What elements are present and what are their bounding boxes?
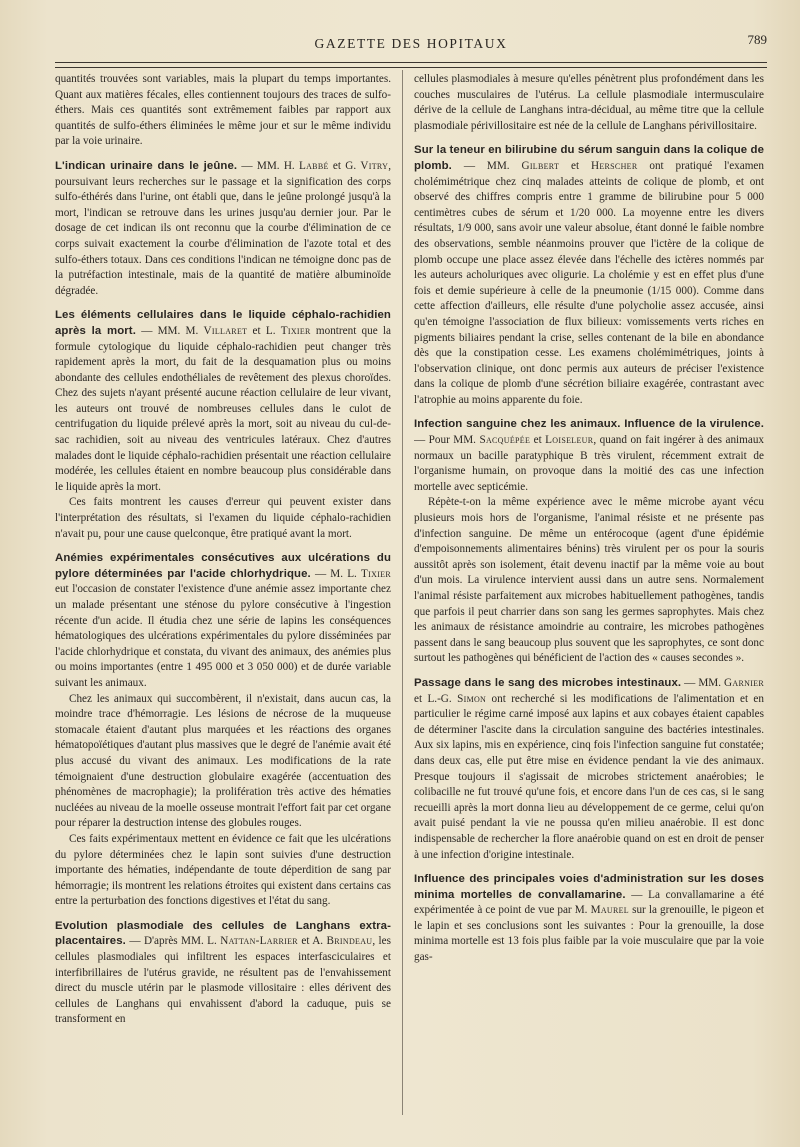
left-column: [55, 72, 391, 1132]
byline-prefix: — MM.: [451, 159, 522, 172]
paragraph: Ces faits expérimentaux mettent en évidence ce fait que les ulcérations du pylore déterminées chez le lapin sont suivies d'une destruction importante des hématies, indépendante de toute déperdition de sang par hémorragie; ils montrent les relations étroites qui existent dans certains cas entre la perturbation des fonctions digestives et l'état du sang.: [55, 832, 391, 908]
byline-prefix: — D'après MM. L.: [125, 935, 221, 948]
author-name: Villaret: [203, 324, 248, 337]
article-text: , les cellules plasmodiales qui infiltrent les espaces interfasciculaires et interfibrillaires de l'utérus gravide, ne résultent pas de l'envahissement direct du muscle utérin par le plasmode villositaire : elles dérivent des cellules de Langhans qui envahissent d'abord la caduque, puis se transforment en: [55, 935, 391, 1026]
author-name: Brindeau: [326, 935, 373, 948]
author-name: Loiseleur: [545, 434, 594, 447]
author-name: Simon: [457, 692, 487, 705]
author-name: Gilbert: [521, 159, 560, 172]
author-name: Tixier: [361, 567, 391, 580]
author-name: Labbé: [298, 159, 329, 172]
article-text: ont pratiqué l'examen cholémimétrique chez cinq malades atteints de colique de plomb, et ont observé des chiffres compris entre 1 gramme de bilirubine pour 5 000 centimètres cubes de sérum et 1/20 000. La moyenne entre les divers résultats, 1/9 000, sans avoir une valeur absolue, étant donné le faible nombre des observations, semble néanmoins prouver que l'ictère de la colique de plomb occupe une place assez élevée dans l'échelle des ictères nommés par les auteurs acholuriques avec oligurie. La cholémie y est en effet plus d'une fois et demie supérieure à celle de la pneumonie (1/15 000). Comme dans cette affection d'ailleurs, elle résulte d'une polycholie assez accusée, ainsi qu'en témoigne l'association de flux bilieux: vomissements verts riches en pigments biliaires pendant la crise, selles contenant de la bile en abondance dès que la constipation cesse. Les examens cholémimétriques, joints à l'observation clinique, ont donc permis aux auteurs de préciser l'existence dans la colique de plomb d'une sécrétion biliaire exagérée, contrastant avec l'atrophie au moins apparente du foie.: [414, 159, 764, 406]
article-text: , quand on fait ingérer à des animaux normaux un bacille paratyphique B très virulent, récemment extrait de l'organisme humain, on provoque dans la moitié des cas une infection mortelle avec septicémie.: [414, 434, 764, 493]
byline-prefix: — M. L.: [310, 567, 362, 580]
author-name: Sacquépée: [479, 434, 531, 447]
byline-prefix: — La convallamarine a été expérimentée à ce point de vue par M.: [414, 888, 764, 917]
article-langhans: [55, 919, 391, 1028]
author-name: Maurel: [590, 904, 629, 917]
author-name: Herscher: [590, 159, 638, 172]
article-text: sur la grenouille, le pigeon et le lapin et ses conclusions sont les suivantes : Pour la grenouille, la dose minima mortelle est 13 fois plus faible par la voie musculaire que par la voie gas-: [414, 904, 764, 964]
byline-prefix: — MM. M.: [135, 324, 204, 337]
article-heading: Passage dans le sang des microbes intestinaux.: [414, 676, 682, 689]
article-text: montrent que la formule cytologique du liquide céphalo-rachidien peut changer très rapidement après la mort, du fait de la desquamation plus ou moins abondante des cellules endothéliales de revêtement des plexus choroïdes. Chez des sujets n'ayant présenté aucune réaction cellulaire de leur vivant, les auteurs ont trouvé de nombreuses cellules dans le culot de centrifugation du liquide prélevé après la mort, soit au niveau du cul-de-sac rachidien, soit au niveau des ventricules latéraux. Chez d'autres malades dont le liquide céphalo-rachidien présentait une réaction cellulaire modérée, les cellules étaient en nombre beaucoup plus considérable dans le liquide après la mort.: [55, 324, 391, 493]
article-heading: Influence des principales voies d'administration sur les doses minima mortelles de convallamarine.: [414, 873, 764, 901]
byline-joiner: et A.: [297, 935, 327, 948]
article-lead: [414, 417, 764, 495]
article-heading: Infection sanguine chez les animaux. Influence de la virulence.: [414, 418, 764, 431]
header-rule: [55, 62, 767, 68]
page-number: 789: [747, 32, 767, 47]
article-anemies: [55, 551, 391, 910]
article-elements-cellulaires: [55, 308, 391, 542]
article-lead: [55, 919, 391, 1028]
article-infection-sanguine: [414, 417, 764, 667]
journal-title: GAZETTE DES HOPITAUX: [314, 36, 508, 51]
article-lead: [55, 159, 391, 299]
paragraph: Chez les animaux qui succombèrent, il n'existait, dans aucun cas, la moindre trace d'hémorragie. Les lésions de nécrose de la muqueuse stomacale étaient d'autant plus marquées et les réactions des organes hématopoïétiques d'autant plus massives que le degré de l'anémie avait été plus accusé du vivant des animaux. Les modifications de la rate témoignaient d'une destruction globulaire exagérée (accentuation des phénomènes de macrophagie); la prolifération très active des hématies nucléées au niveau de la moelle osseuse montrait l'effort fait par cet organe pour réparer la destruction intense des globules rouges.: [55, 692, 391, 830]
paragraph: Répète-t-on la même expérience avec le même microbe ayant vécu plusieurs mois hors de l'organisme, l'animal résiste et ne présente pas d'infection sanguine. De même un entérocoque (agent d'une épidémie d'empoisonnements alimentaires bénins) très virulent per os pour la souris aussitôt après son isolement, était devenu inactif par la même voie au bout d'un mois. La virulence intervient aussi dans un autre sens. Normalement l'animal résiste parfaitement aux microbes habituellement pathogènes, tandis que parfois il peut charrier dans son sang les germes saprophytes. Mais chez les animaux de résistance amoindrie au contraire, les microbes pathogènes passent dans le sang beaucoup plus souvent que les saprophytes, ce sont donc surtout les pathogènes qui bénéficient de l'action des « causes secondes ».: [414, 496, 764, 665]
article-text: ont recherché si les modifications de l'alimentation et en particulier le régime carné imposé aux lapins et aux cobayes étaient capables de déterminer l'ascite dans la circulation sanguine des bactéries intestinales. Aux six lapins, mis en expérience, cinq fois l'infection sanguine fut constatée; dans deux cas, elle put être mise en évidence pendant la vie des animaux. Presque toujours il s'agissait de microbes strictement anaérobies; le colibacille ne fut trouvé qu'une fois, et encore dans l'un de ces cas, si le sang recueilli après la mort donna lieu au développement de ce germe, celui qu'on avait puisé pendant la vie ne poussa qu'en milieu anaérobie. Il est donc indispensable de rechercher la flore anaérobie quand on est en droit de penser à une infection d'origine intestinale.: [414, 692, 764, 861]
article-heading: Sur la teneur en bilirubine du sérum sanguin dans la colique de plomb.: [414, 144, 764, 172]
article-lead: [55, 308, 391, 495]
byline-joiner: et L.-G.: [414, 692, 458, 705]
byline-prefix: — MM.: [681, 676, 725, 689]
article-indican: [55, 159, 391, 299]
byline-prefix: — MM. H.: [237, 159, 299, 172]
article-lead: [414, 676, 764, 863]
article-continuation: [414, 72, 764, 134]
author-name: Nattan-Larrier: [220, 935, 298, 948]
article-lead: [414, 143, 764, 408]
article-heading: L'indican urinaire dans le jeûne.: [55, 159, 238, 172]
paragraph: cellules plasmodiales à mesure qu'elles pénètrent plus profondément dans les couches musculaires de l'utérus. La cellule plasmodiale intermusculaire dérive de la cellule de Langhans intra-décidual, au même titre que la cellule plasmodiale périvillositaire est née de la cellule de Langhans périvillositaire.: [414, 73, 764, 132]
byline-joiner: et: [559, 159, 591, 172]
paragraph: Ces faits montrent les causes d'erreur qui peuvent exister dans l'interprétation des résultats, si l'examen du liquide céphalo-rachidien n'avait pu, pour une cause quelconque, être pratiqué avant la mort.: [55, 496, 391, 540]
byline-joiner: et G.: [328, 159, 361, 172]
article-continuation: [55, 72, 391, 150]
article-passage-microbes: [414, 676, 764, 863]
paragraph: quantités trouvées sont variables, mais la plupart du temps importantes. Quant aux matières fécales, elles contiennent toujours des traces de sulfo-éthers. Mais ces quantités sont extrêmement faibles par rapport aux quantités de sulfo-éthers éliminées le même jour et sur le même individu par la voie urinaire.: [55, 73, 391, 148]
article-bilirubine: [414, 143, 764, 408]
byline-prefix: — Pour MM.: [414, 434, 480, 447]
article-convallamarine: [414, 872, 764, 966]
author-name: Tixier: [280, 324, 311, 337]
byline-joiner: et: [530, 434, 546, 447]
right-column: [414, 72, 764, 1132]
byline-joiner: et L.: [247, 324, 281, 337]
article-heading: Anémies expérimentales consécutives aux ulcérations du pylore déterminées par l'acide chlorhydrique.: [55, 552, 391, 580]
column-divider: [402, 70, 403, 1115]
article-text: eut l'occasion de constater l'existence d'une anémie assez importante chez un malade présentant une sténose du pylore consécutive à l'ingestion récente d'un acide. Il étudia chez une série de lapins les conséquences hématologiques des ulcérations expérimentales du pylore disséminées par l'acide chlorhydrique et constata, du vivant des animaux, des anémies plus ou moins importantes (entre 1 495 000 et 3 050 000) et de durée variable suivant les animaux.: [55, 583, 391, 689]
article-text: , poursuivant leurs recherches sur le passage et la signification des corps sulfo-éthérés dans l'urine, ont établi que, dans le jeûne prolongé jusqu'à la mort, l'indican se retrouve dans les urines jusqu'au dernier jour. Par le dosage de cet indican ils ont reconnu que la courbe d'élimination de ce corps suivait exactement la courbe d'élimination de l'azote total et des sulfo-éthers totaux. Dans ces conditions l'indican ne témoigne donc pas de la putréfaction intestinale, mais de la quantité de matière albuminoïde dégradée.: [55, 159, 391, 297]
article-heading: Les éléments cellulaires dans le liquide céphalo-rachidien après la mort.: [55, 309, 391, 337]
author-name: Garnier: [724, 676, 764, 689]
article-lead: [414, 872, 764, 966]
author-name: Vitry: [360, 159, 389, 172]
article-heading: Evolution plasmodiale des cellules de Langhans extra-placentaires.: [55, 919, 391, 948]
article-lead: [55, 551, 391, 691]
